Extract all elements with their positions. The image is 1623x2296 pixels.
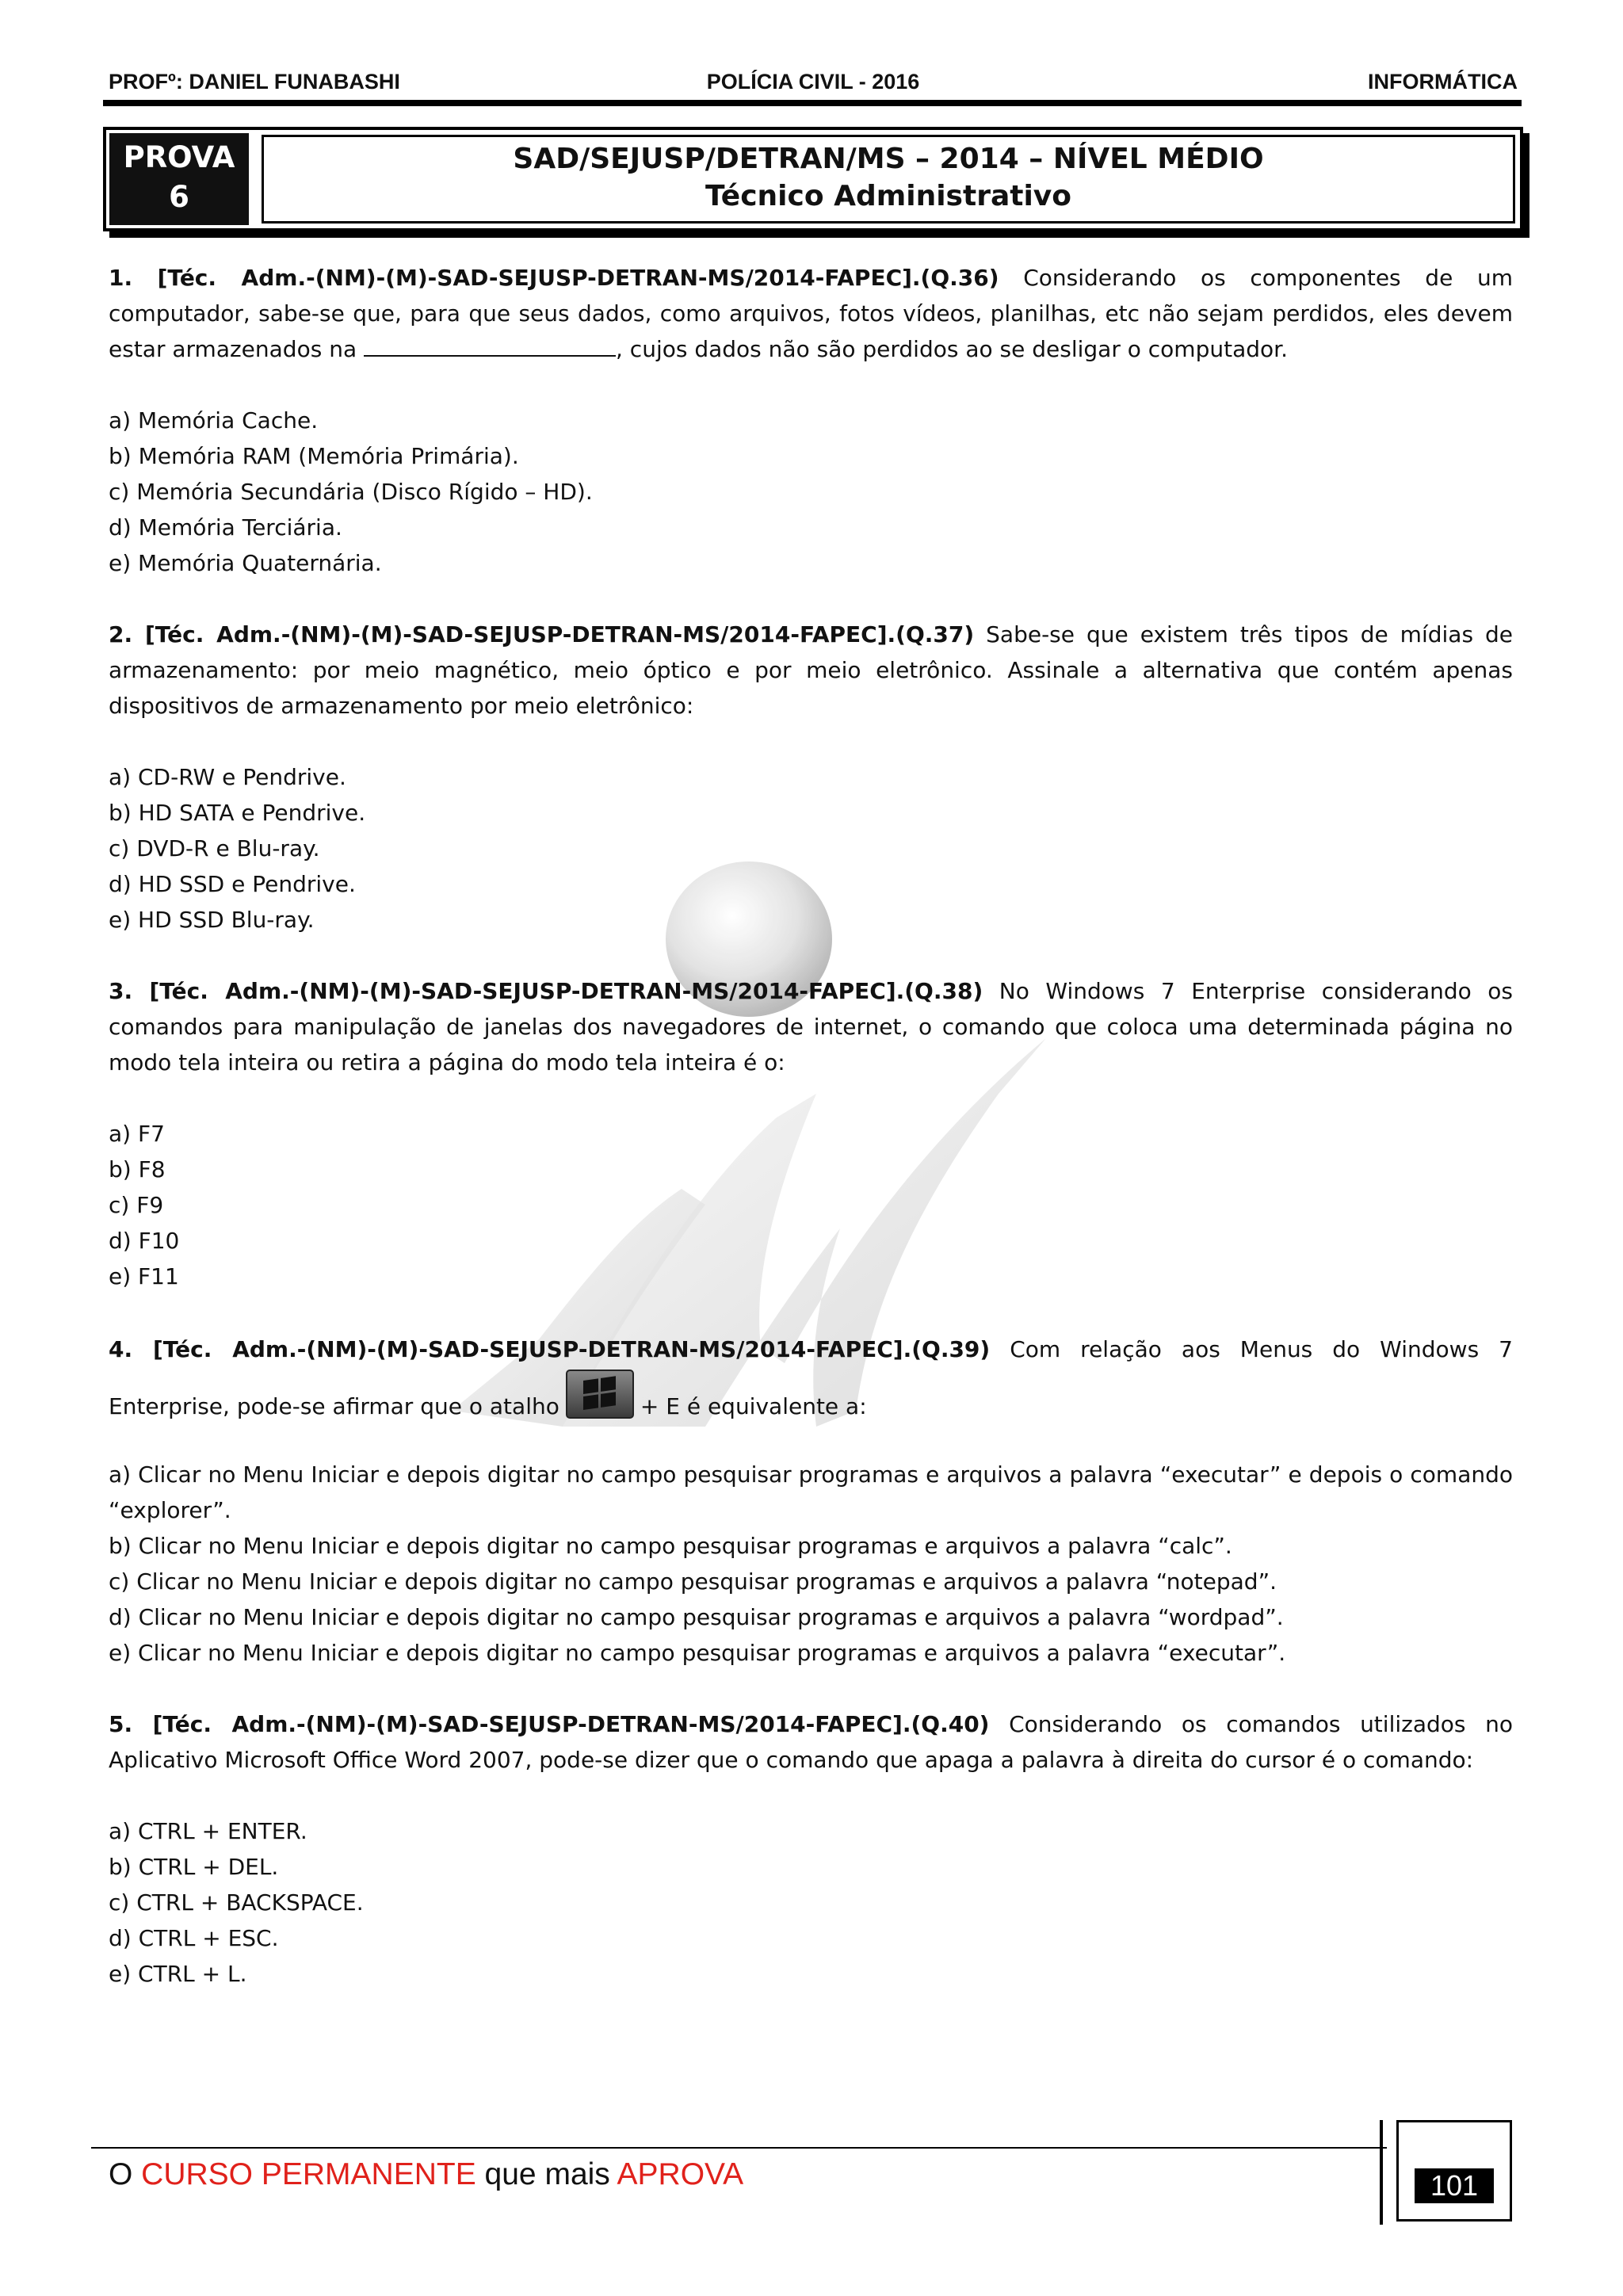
option-c: c) Clicar no Menu Iniciar e depois digitar no campo pesquisar programas e arquivos a palavra “notepad”.: [109, 1568, 1277, 1595]
option-e: e) HD SSD Blu-ray.: [109, 907, 315, 933]
option-b: b) Clicar no Menu Iniciar e depois digitar no campo pesquisar programas e arquivos a palavra “calc”.: [109, 1533, 1232, 1559]
question-3-options: [109, 1116, 1513, 1294]
question-3-text: 3. [Téc. Adm.-(NM)-(M)-SAD-SEJUSP-DETRAN-MS/2014-FAPEC].(Q.38) No Windows 7 Enterprise considerando os comandos para manipulação de janelas dos navegadores de internet, o comando que coloca uma determinada página no modo tela inteira ou retira a página do modo tela inteira é o:: [109, 978, 1513, 1075]
windows-key-icon: [566, 1370, 634, 1419]
question-1-ref: 1. [Téc. Adm.-(NM)-(M)-SAD-SEJUSP-DETRAN-MS/2014-FAPEC].(Q.36): [109, 265, 999, 291]
exam-title-box: [103, 127, 1523, 231]
prova-label: PROVA: [123, 140, 235, 174]
option-a: a) CD-RW e Pendrive.: [109, 764, 346, 790]
footer-divider: [1380, 2120, 1383, 2225]
exam-title: [262, 135, 1515, 223]
question-4-text: 4. [Téc. Adm.-(NM)-(M)-SAD-SEJUSP-DETRAN-MS/2014-FAPEC].(Q.39) Com relação aos Menus do Windows 7 Enterprise, pode-se afirmar que o atalho + E é equivalente a:: [109, 1336, 1513, 1419]
option-a: a) Clicar no Menu Iniciar e depois digitar no campo pesquisar programas e arquivos a palavra “executar” e depois o comando “explorer”.: [109, 1461, 1513, 1523]
option-d: d) Clicar no Menu Iniciar e depois digitar no campo pesquisar programas e arquivos a palavra “wordpad”.: [109, 1604, 1284, 1630]
option-d: d) F10: [109, 1228, 180, 1254]
option-a: a) Memória Cache.: [109, 407, 319, 434]
option-c: c) Memória Secundária (Disco Rígido – HD).: [109, 479, 593, 505]
page-number-box: [1396, 2120, 1512, 2222]
option-e: e) CTRL + L.: [109, 1961, 247, 1987]
option-b: b) F8: [109, 1156, 166, 1182]
prova-number: 6: [169, 180, 189, 214]
option-a: a) CTRL + ENTER.: [109, 1818, 307, 1844]
exam-title-line2: Técnico Administrativo: [705, 180, 1071, 212]
exam-title-line1: SAD/SEJUSP/DETRAN/MS – 2014 – NÍVEL MÉDIO: [513, 143, 1264, 175]
option-e: e) F11: [109, 1263, 179, 1289]
option-e: e) Clicar no Menu Iniciar e depois digitar no campo pesquisar programas e arquivos a palavra “executar”.: [109, 1640, 1286, 1666]
question-4-options: [109, 1457, 1513, 1671]
exam-content: [109, 260, 1513, 2027]
question-3-ref: 3. [Téc. Adm.-(NM)-(M)-SAD-SEJUSP-DETRAN-MS/2014-FAPEC].(Q.38): [109, 978, 983, 1004]
question-2-ref: 2. [Téc. Adm.-(NM)-(M)-SAD-SEJUSP-DETRAN-MS/2014-FAPEC].(Q.37): [109, 621, 975, 648]
footer-slogan: O CURSO PERMANENTE que mais APROVA: [109, 2157, 744, 2191]
header-course: POLÍCIA CIVIL - 2016: [706, 70, 920, 94]
header-rule: [103, 100, 1522, 106]
header-professor: PROFº: DANIEL FUNABASHI: [109, 70, 400, 94]
option-d: d) HD SSD e Pendrive.: [109, 871, 356, 897]
option-c: c) F9: [109, 1192, 164, 1218]
question-2-options: [109, 759, 1513, 938]
page-number: 101: [1415, 2168, 1494, 2203]
option-c: c) DVD-R e Blu-ray.: [109, 835, 320, 861]
question-5-ref: 5. [Téc. Adm.-(NM)-(M)-SAD-SEJUSP-DETRAN-MS/2014-FAPEC].(Q.40): [109, 1711, 990, 1737]
footer-rule: [91, 2147, 1387, 2149]
fill-in-blank: [364, 333, 616, 357]
question-4-ref: 4. [Téc. Adm.-(NM)-(M)-SAD-SEJUSP-DETRAN-MS/2014-FAPEC].(Q.39): [109, 1336, 991, 1362]
question-1-text: 1. [Téc. Adm.-(NM)-(M)-SAD-SEJUSP-DETRAN-MS/2014-FAPEC].(Q.36) Considerando os componentes de um computador, sabe-se que, para que seus dados, como arquivos, fotos vídeos, planilhas, etc não sejam perdidos, eles devem estar armazenados na , cujos dados não são perdidos ao se desligar o computador.: [109, 265, 1513, 362]
option-b: b) CTRL + DEL.: [109, 1854, 279, 1880]
header-subject: INFORMÁTICA: [1368, 70, 1518, 94]
option-d: d) CTRL + ESC.: [109, 1925, 279, 1951]
option-a: a) F7: [109, 1121, 165, 1147]
prova-badge: [109, 133, 249, 225]
option-b: b) HD SATA e Pendrive.: [109, 800, 366, 826]
option-b: b) Memória RAM (Memória Primária).: [109, 443, 519, 469]
question-2-text: 2. [Téc. Adm.-(NM)-(M)-SAD-SEJUSP-DETRAN-MS/2014-FAPEC].(Q.37) Sabe-se que existem três tipos de mídias de armazenamento: por meio magnético, meio óptico e por meio eletrônico. Assinale a alternativa que contém apenas dispositivos de armazenamento por meio eletrônico:: [109, 621, 1514, 719]
option-c: c) CTRL + BACKSPACE.: [109, 1889, 364, 1916]
page-header: [109, 70, 1518, 101]
option-e: e) Memória Quaternária.: [109, 550, 382, 576]
question-5-text: 5. [Téc. Adm.-(NM)-(M)-SAD-SEJUSP-DETRAN-MS/2014-FAPEC].(Q.40) Considerando os comandos utilizados no Aplicativo Microsoft Office Word 2007, pode-se dizer que o comando que apaga a palavra à direita do cursor é o comando:: [109, 1711, 1513, 1773]
option-d: d) Memória Terciária.: [109, 514, 342, 541]
question-5-options: [109, 1813, 1513, 1992]
question-1-options: [109, 403, 1513, 581]
